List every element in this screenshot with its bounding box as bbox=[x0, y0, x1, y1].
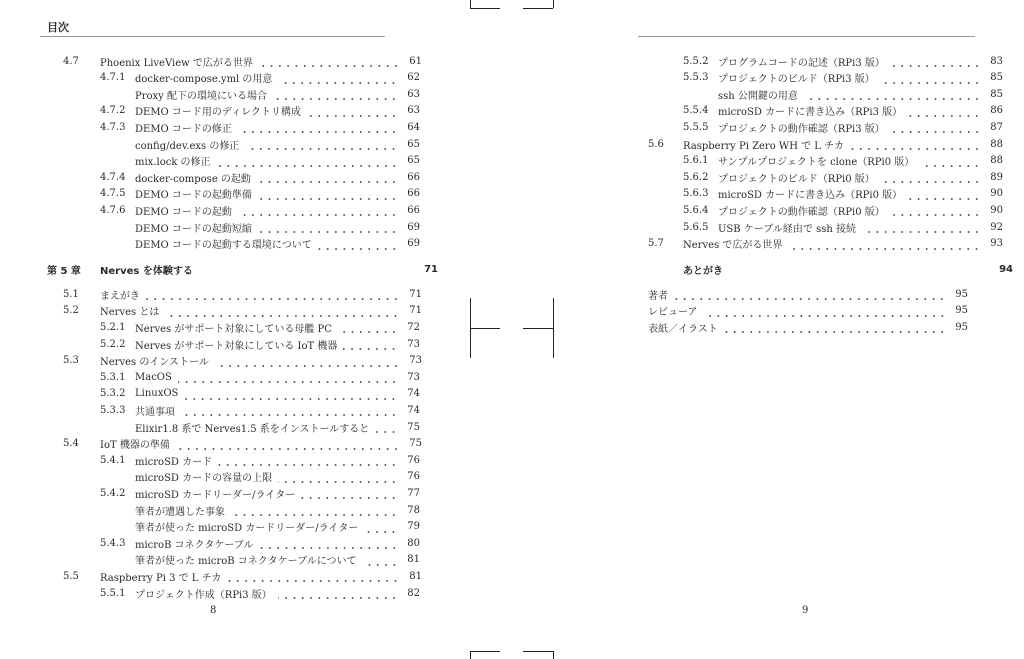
entry-page: 77 bbox=[407, 487, 420, 499]
entry-page: 74 bbox=[407, 404, 420, 416]
entry-title: Nerves を体験する bbox=[100, 262, 199, 277]
dot-leader bbox=[881, 72, 981, 84]
dot-leader bbox=[724, 321, 946, 333]
dot-leader bbox=[184, 388, 398, 400]
dot-leader bbox=[318, 238, 398, 250]
dot-leader bbox=[788, 238, 981, 250]
dot-leader bbox=[259, 55, 400, 67]
entry-title: Nerves で広がる世界 bbox=[683, 236, 788, 251]
toc-entry bbox=[100, 503, 420, 517]
entry-page: 87 bbox=[990, 121, 1003, 133]
entry-number: 5.5.3 bbox=[683, 72, 709, 84]
entry-page: 72 bbox=[407, 321, 420, 333]
page-number-left: 8 bbox=[210, 605, 217, 616]
entry-page: 92 bbox=[990, 221, 1003, 233]
toc-entry bbox=[100, 237, 420, 251]
toc-entry bbox=[648, 237, 1003, 251]
entry-title: 筆者が遭遇した事象 bbox=[135, 503, 231, 518]
dot-leader bbox=[364, 521, 398, 533]
entry-title: DEMO コードの起動する環境について bbox=[135, 236, 318, 251]
dot-leader bbox=[165, 305, 400, 317]
dot-leader bbox=[146, 288, 400, 300]
dot-leader bbox=[231, 504, 398, 516]
dot-leader bbox=[181, 404, 398, 416]
toc-entry bbox=[63, 54, 422, 68]
entry-title: プロジェクトの動作確認（RPi3 版） bbox=[718, 120, 891, 135]
entry-title: DEMO コードの修正 bbox=[135, 120, 238, 135]
toc-entry bbox=[63, 569, 422, 583]
entry-page: 89 bbox=[990, 171, 1003, 183]
entry-page: 79 bbox=[407, 521, 420, 533]
toc-entry bbox=[63, 437, 422, 451]
entry-number: 5.5.2 bbox=[683, 55, 709, 67]
dot-leader bbox=[227, 570, 400, 582]
dot-leader bbox=[217, 155, 398, 167]
entry-page: 75 bbox=[409, 438, 422, 450]
toc-entry bbox=[648, 287, 968, 301]
entry-title: config/dev.exs の修正 bbox=[135, 137, 245, 152]
entry-title: microSD カードに書き込み（RPi0 版） bbox=[718, 186, 908, 201]
toc-header: 目次 bbox=[47, 21, 69, 34]
toc-entry bbox=[100, 536, 420, 550]
entry-number: 5.6.3 bbox=[683, 188, 709, 200]
entry-title: Nerves のインストール bbox=[100, 353, 215, 368]
entry-title: 表紙／イラスト bbox=[648, 320, 724, 335]
toc-entry bbox=[683, 120, 1003, 134]
entry-number: 5.3.3 bbox=[100, 404, 126, 416]
entry-number: 5.6.4 bbox=[683, 204, 709, 216]
toc-entry bbox=[100, 154, 420, 168]
entry-page: 78 bbox=[407, 504, 420, 516]
entry-page: 65 bbox=[407, 155, 420, 167]
toc-entry bbox=[100, 137, 420, 151]
entry-page: 90 bbox=[990, 188, 1003, 200]
entry-page: 95 bbox=[955, 288, 968, 300]
dot-leader bbox=[338, 321, 398, 333]
entry-number: 4.7.3 bbox=[100, 121, 126, 133]
dot-leader bbox=[891, 204, 981, 216]
dot-leader bbox=[891, 121, 981, 133]
dot-leader bbox=[218, 454, 398, 466]
entry-title: ssh 公開鍵の用意 bbox=[718, 87, 804, 102]
entry-page: 73 bbox=[407, 371, 420, 383]
entry-page: 85 bbox=[990, 88, 1003, 100]
dot-leader bbox=[301, 487, 398, 499]
entry-number: 5.5.4 bbox=[683, 105, 709, 117]
entry-title: プロジェクトの動作確認（RPi0 版） bbox=[718, 203, 891, 218]
entry-number: 5.3.2 bbox=[100, 388, 126, 400]
toc-entry bbox=[648, 304, 968, 318]
crop-mark bbox=[470, 8, 500, 9]
crop-mark bbox=[470, 0, 471, 8]
crop-mark bbox=[523, 328, 553, 329]
entry-page: 76 bbox=[407, 454, 420, 466]
entry-title: Nerves とは bbox=[100, 303, 165, 318]
entry-page: 62 bbox=[407, 72, 420, 84]
entry-number: 5.3 bbox=[63, 355, 79, 367]
entry-number: 5.5.5 bbox=[683, 121, 709, 133]
toc-entry bbox=[100, 320, 420, 334]
entry-title: microSD カードに書き込み（RPi3 版） bbox=[718, 103, 908, 118]
entry-number: 5.4.1 bbox=[100, 454, 126, 466]
toc-entry bbox=[100, 420, 420, 434]
entry-page: 69 bbox=[407, 221, 420, 233]
dot-leader bbox=[704, 305, 947, 317]
dot-leader bbox=[278, 587, 398, 599]
dot-leader bbox=[238, 204, 398, 216]
entry-title: まえがき bbox=[100, 287, 146, 302]
toc-entry bbox=[683, 220, 1003, 234]
toc-entry bbox=[683, 203, 1003, 217]
entry-title: Nerves がサポート対象にしている IoT 機器 bbox=[135, 337, 343, 352]
entry-number: 5.5 bbox=[63, 570, 79, 582]
toc-entry bbox=[648, 137, 1003, 151]
entry-title: DEMO コードの起動準備 bbox=[135, 186, 258, 201]
entry-number: 5.6.1 bbox=[683, 155, 709, 167]
header-rule-right bbox=[638, 36, 975, 37]
entry-title: プログラムコードの記述（RPi3 版） bbox=[718, 54, 891, 69]
dot-leader bbox=[258, 221, 398, 233]
entry-page: 90 bbox=[990, 204, 1003, 216]
entry-title: Proxy 配下の環境にいる場合 bbox=[135, 87, 273, 102]
entry-page: 75 bbox=[407, 421, 420, 433]
dot-leader bbox=[375, 421, 398, 433]
toc-entry bbox=[100, 187, 420, 201]
entry-title: 筆者が使った microSD カードリーダー/ライター bbox=[135, 519, 364, 534]
entry-title: プロジェクトのビルド（RPi0 版） bbox=[718, 170, 881, 185]
entry-page: 94 bbox=[999, 263, 1013, 275]
toc-entry bbox=[683, 104, 1003, 118]
entry-page: 69 bbox=[407, 238, 420, 250]
dot-leader bbox=[804, 88, 981, 100]
toc-entry bbox=[683, 71, 1003, 85]
entry-page: 95 bbox=[955, 305, 968, 317]
entry-number: 4.7.2 bbox=[100, 105, 126, 117]
entry-page: 88 bbox=[990, 138, 1003, 150]
entry-number: 5.4 bbox=[63, 438, 79, 450]
entry-title: LinuxOS bbox=[135, 388, 184, 399]
entry-page: 66 bbox=[407, 188, 420, 200]
entry-page: 61 bbox=[409, 55, 422, 67]
toc-entry bbox=[100, 553, 420, 567]
toc-entry bbox=[100, 470, 420, 484]
entry-title: プロジェクト作成（RPi3 版） bbox=[135, 586, 278, 601]
entry-title: DEMO コード用のディレクトリ構成 bbox=[135, 103, 307, 118]
dot-leader bbox=[307, 105, 398, 117]
toc-entry bbox=[683, 170, 1003, 184]
dot-leader bbox=[674, 288, 946, 300]
toc-entry bbox=[100, 520, 420, 534]
dot-leader bbox=[215, 355, 400, 367]
entry-number: 5.6.2 bbox=[683, 171, 709, 183]
entry-page: 66 bbox=[407, 171, 420, 183]
entry-page: 88 bbox=[990, 155, 1003, 167]
crop-mark bbox=[553, 298, 554, 358]
entry-title: microSD カード bbox=[135, 453, 218, 468]
toc-entry bbox=[100, 370, 420, 384]
entry-number: 5.6 bbox=[648, 138, 664, 150]
toc-entry bbox=[100, 486, 420, 500]
entry-page: 71 bbox=[424, 263, 438, 275]
entry-page: 71 bbox=[409, 288, 422, 300]
entry-title: サンプルプロジェクトを clone（RPi0 版） bbox=[718, 153, 920, 168]
crop-mark bbox=[553, 0, 554, 8]
dot-leader bbox=[260, 537, 398, 549]
entry-number: 5.2.1 bbox=[100, 321, 126, 333]
toc-chapter-entry bbox=[638, 262, 1013, 276]
entry-page: 80 bbox=[407, 537, 420, 549]
toc-entry bbox=[683, 54, 1003, 68]
entry-page: 81 bbox=[409, 570, 422, 582]
entry-page: 73 bbox=[407, 338, 420, 350]
toc-entry bbox=[100, 453, 420, 467]
entry-page: 74 bbox=[407, 388, 420, 400]
entry-number: 5.2.2 bbox=[100, 338, 126, 350]
crop-mark bbox=[470, 328, 500, 329]
entry-page: 63 bbox=[407, 88, 420, 100]
entry-page: 81 bbox=[407, 554, 420, 566]
dot-leader bbox=[363, 554, 399, 566]
entry-page: 76 bbox=[407, 471, 420, 483]
toc-entry bbox=[100, 104, 420, 118]
dot-leader bbox=[862, 221, 981, 233]
entry-number: 5.7 bbox=[648, 238, 664, 250]
dot-leader bbox=[176, 438, 400, 450]
entry-number: 4.7.6 bbox=[100, 204, 126, 216]
entry-title: Raspberry Pi 3 で L チカ bbox=[100, 569, 227, 584]
entry-title: microB コネクタケーブル bbox=[135, 536, 260, 551]
entry-page: 63 bbox=[407, 105, 420, 117]
page-number-right: 9 bbox=[802, 605, 809, 616]
dot-leader bbox=[257, 171, 398, 183]
toc-entry bbox=[100, 220, 420, 234]
entry-page: 85 bbox=[990, 72, 1003, 84]
entry-number: 4.7.5 bbox=[100, 188, 126, 200]
toc-entry bbox=[683, 154, 1003, 168]
toc-chapter-entry bbox=[47, 262, 438, 276]
toc-entry bbox=[100, 387, 420, 401]
crop-mark bbox=[553, 651, 554, 659]
dot-leader bbox=[178, 371, 398, 383]
entry-title: Raspberry Pi Zero WH で L チカ bbox=[683, 137, 850, 152]
entry-title: レビューア bbox=[648, 303, 704, 318]
dot-leader bbox=[278, 72, 398, 84]
dot-leader bbox=[908, 105, 981, 117]
entry-title: Phoenix LiveView で広がる世界 bbox=[100, 54, 259, 69]
entry-title: microSD カードリーダー/ライター bbox=[135, 486, 301, 501]
crop-mark bbox=[523, 651, 553, 652]
entry-title: DEMO コードの起動短縮 bbox=[135, 220, 258, 235]
entry-number: 4.7.1 bbox=[100, 72, 126, 84]
entry-title: DEMO コードの起動 bbox=[135, 203, 238, 218]
dot-leader bbox=[891, 55, 981, 67]
toc-entry bbox=[683, 187, 1003, 201]
entry-number: 4.7 bbox=[63, 55, 79, 67]
entry-title: docker-compose の起動 bbox=[135, 170, 257, 185]
toc-entry bbox=[63, 354, 422, 368]
entry-page: 73 bbox=[409, 355, 422, 367]
dot-leader bbox=[881, 171, 981, 183]
entry-number: 5.4.3 bbox=[100, 537, 126, 549]
entry-number: 5.3.1 bbox=[100, 371, 126, 383]
entry-title: 著者 bbox=[648, 287, 674, 302]
entry-page: 71 bbox=[409, 305, 422, 317]
entry-page: 65 bbox=[407, 138, 420, 150]
dot-leader bbox=[238, 121, 398, 133]
entry-title: プロジェクトのビルド（RPi3 版） bbox=[718, 70, 881, 85]
entry-number: 5.5.1 bbox=[100, 587, 126, 599]
entry-page: 82 bbox=[407, 587, 420, 599]
toc-entry bbox=[100, 170, 420, 184]
toc-entry bbox=[63, 304, 422, 318]
entry-title: MacOS bbox=[135, 372, 178, 383]
entry-number: 第 5 章 bbox=[47, 265, 81, 277]
entry-page: 83 bbox=[990, 55, 1003, 67]
entry-title: microSD カードの容量の上限 bbox=[135, 469, 278, 484]
entry-title: あとがき bbox=[683, 262, 729, 277]
toc-entry bbox=[683, 87, 1003, 101]
dot-leader bbox=[245, 138, 398, 150]
toc-entry bbox=[100, 120, 420, 134]
dot-leader bbox=[199, 263, 416, 275]
crop-mark bbox=[523, 8, 553, 9]
entry-page: 86 bbox=[990, 105, 1003, 117]
toc-entry bbox=[100, 203, 420, 217]
crop-mark bbox=[470, 651, 500, 652]
dot-leader bbox=[850, 138, 981, 150]
dot-leader bbox=[273, 88, 398, 100]
toc-entry bbox=[100, 87, 420, 101]
entry-number: 5.2 bbox=[63, 305, 79, 317]
entry-page: 95 bbox=[955, 321, 968, 333]
toc-entry bbox=[100, 71, 420, 85]
dot-leader bbox=[908, 188, 981, 200]
entry-page: 66 bbox=[407, 204, 420, 216]
entry-title: docker-compose.yml の用意 bbox=[135, 70, 278, 85]
entry-title: USB ケーブル経由で ssh 接続 bbox=[718, 220, 862, 235]
toc-entry bbox=[100, 403, 420, 417]
toc-entry bbox=[100, 337, 420, 351]
entry-page: 64 bbox=[407, 121, 420, 133]
entry-page: 93 bbox=[990, 238, 1003, 250]
entry-title: IoT 機器の準備 bbox=[100, 436, 176, 451]
entry-number: 5.6.5 bbox=[683, 221, 709, 233]
entry-number: 5.1 bbox=[63, 288, 79, 300]
entry-title: Elixir1.8 系で Nerves1.5 系をインストールすると bbox=[135, 420, 375, 435]
dot-leader bbox=[920, 155, 981, 167]
entry-title: 筆者が使った microB コネクタケーブルについて bbox=[135, 552, 363, 567]
dot-leader bbox=[278, 471, 398, 483]
toc-entry bbox=[63, 287, 422, 301]
dot-leader bbox=[343, 338, 398, 350]
toc-entry bbox=[648, 320, 968, 334]
entry-title: 共通事項 bbox=[135, 403, 181, 418]
toc-entry bbox=[100, 586, 420, 600]
dot-leader bbox=[258, 188, 398, 200]
entry-title: mix.lock の修正 bbox=[135, 153, 217, 168]
entry-number: 4.7.4 bbox=[100, 171, 126, 183]
header-rule-left bbox=[40, 36, 385, 37]
crop-mark bbox=[470, 651, 471, 659]
dot-leader bbox=[729, 263, 991, 275]
entry-number: 5.4.2 bbox=[100, 487, 126, 499]
entry-title: Nerves がサポート対象にしている母艦 PC bbox=[135, 320, 338, 335]
